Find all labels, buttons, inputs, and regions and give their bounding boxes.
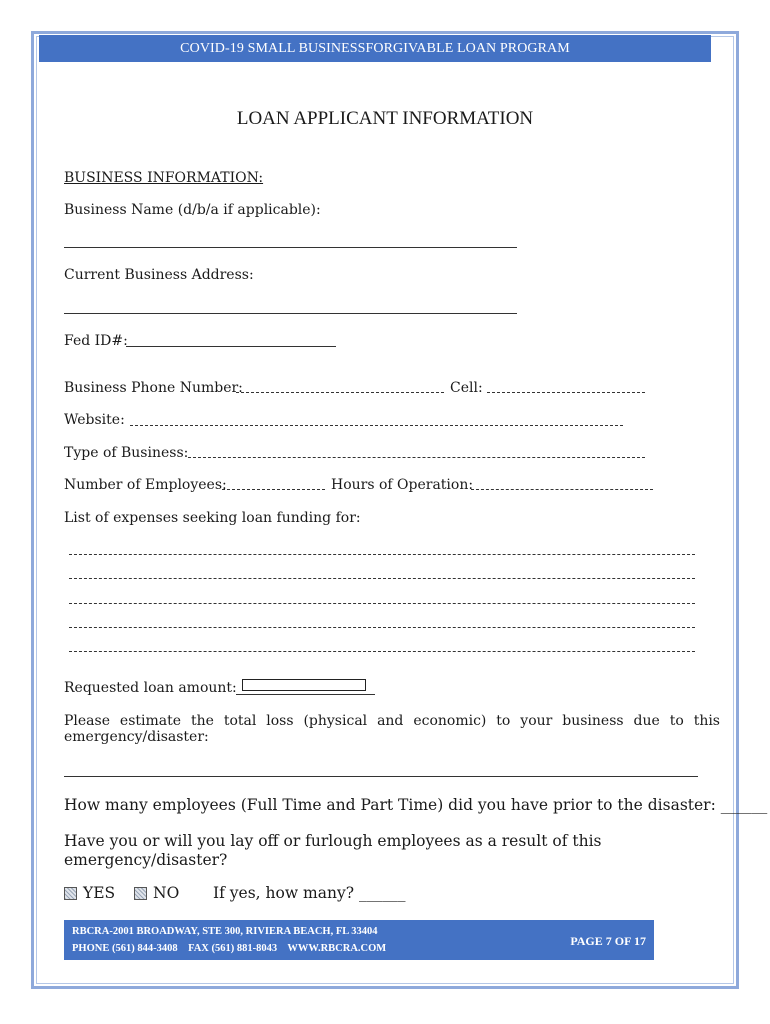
address-label: Current Business Address: [64,267,254,283]
fed-id-label: Fed ID#: [64,333,128,349]
page-title: LOAN APPLICANT INFORMATION [236,108,534,129]
program-banner: COVID-19 SMALL BUSINESSFORGIVABLE LOAN PROGRAM [39,35,711,62]
hours-label: Hours of Operation: [331,477,474,493]
expenses-line-2[interactable] [69,578,695,579]
layoff-question-line1: Have you or will you lay off or furlough employees as a result of this [64,832,602,850]
expenses-line-1[interactable] [69,554,695,555]
requested-amount-input[interactable] [242,679,366,691]
yes-label: YES [83,884,116,902]
business-name-field[interactable] [64,247,517,248]
loss-label: Please estimate the total loss (physical and economic) to your business due to this emergency/disaster: [64,713,720,745]
employees-label: Number of Employees: [64,477,227,493]
layoff-question-line2: emergency/disaster? [64,851,228,869]
address-field[interactable] [64,313,517,314]
expenses-line-5[interactable] [69,651,695,652]
business-type-label: Type of Business: [64,445,189,461]
hours-field[interactable] [471,489,653,490]
website-field[interactable] [130,425,623,426]
cell-label: Cell: [450,380,483,396]
expenses-label: List of expenses seeking loan funding for: [64,510,361,526]
page-number: PAGE 7 OF 17 [570,934,646,948]
requested-amount-label: Requested loan amount: [64,680,237,696]
business-type-field[interactable] [188,457,645,458]
cell-field[interactable] [487,392,645,393]
no-label: NO [153,884,180,902]
employees-field[interactable] [222,489,325,490]
phone-label: Business Phone Number: [64,380,243,396]
yes-checkbox[interactable] [64,887,77,900]
business-name-label: Business Name (d/b/a if applicable): [64,202,321,218]
loss-field[interactable] [64,776,698,777]
section-heading: BUSINESS INFORMATION: [64,170,264,186]
expenses-line-3[interactable] [69,603,695,604]
fed-id-field[interactable] [126,346,336,347]
no-checkbox[interactable] [134,887,147,900]
footer-address: RBCRA-2001 BROADWAY, STE 300, RIVIERA BEACH, FL 33404 [72,926,378,937]
how-many-question: If yes, how many? ______ [213,884,406,902]
requested-amount-underline [236,694,375,695]
footer-contact: PHONE (561) 844-3408 FAX (561) 881-8043 WWW.RBCRA.COM [72,943,387,954]
footer-bar [64,920,654,960]
employees-prior-question: How many employees (Full Time and Part Time) did you have prior to the disaster: ______ [64,796,768,814]
website-label: Website: [64,412,125,428]
phone-field[interactable] [236,392,444,393]
expenses-line-4[interactable] [69,627,695,628]
